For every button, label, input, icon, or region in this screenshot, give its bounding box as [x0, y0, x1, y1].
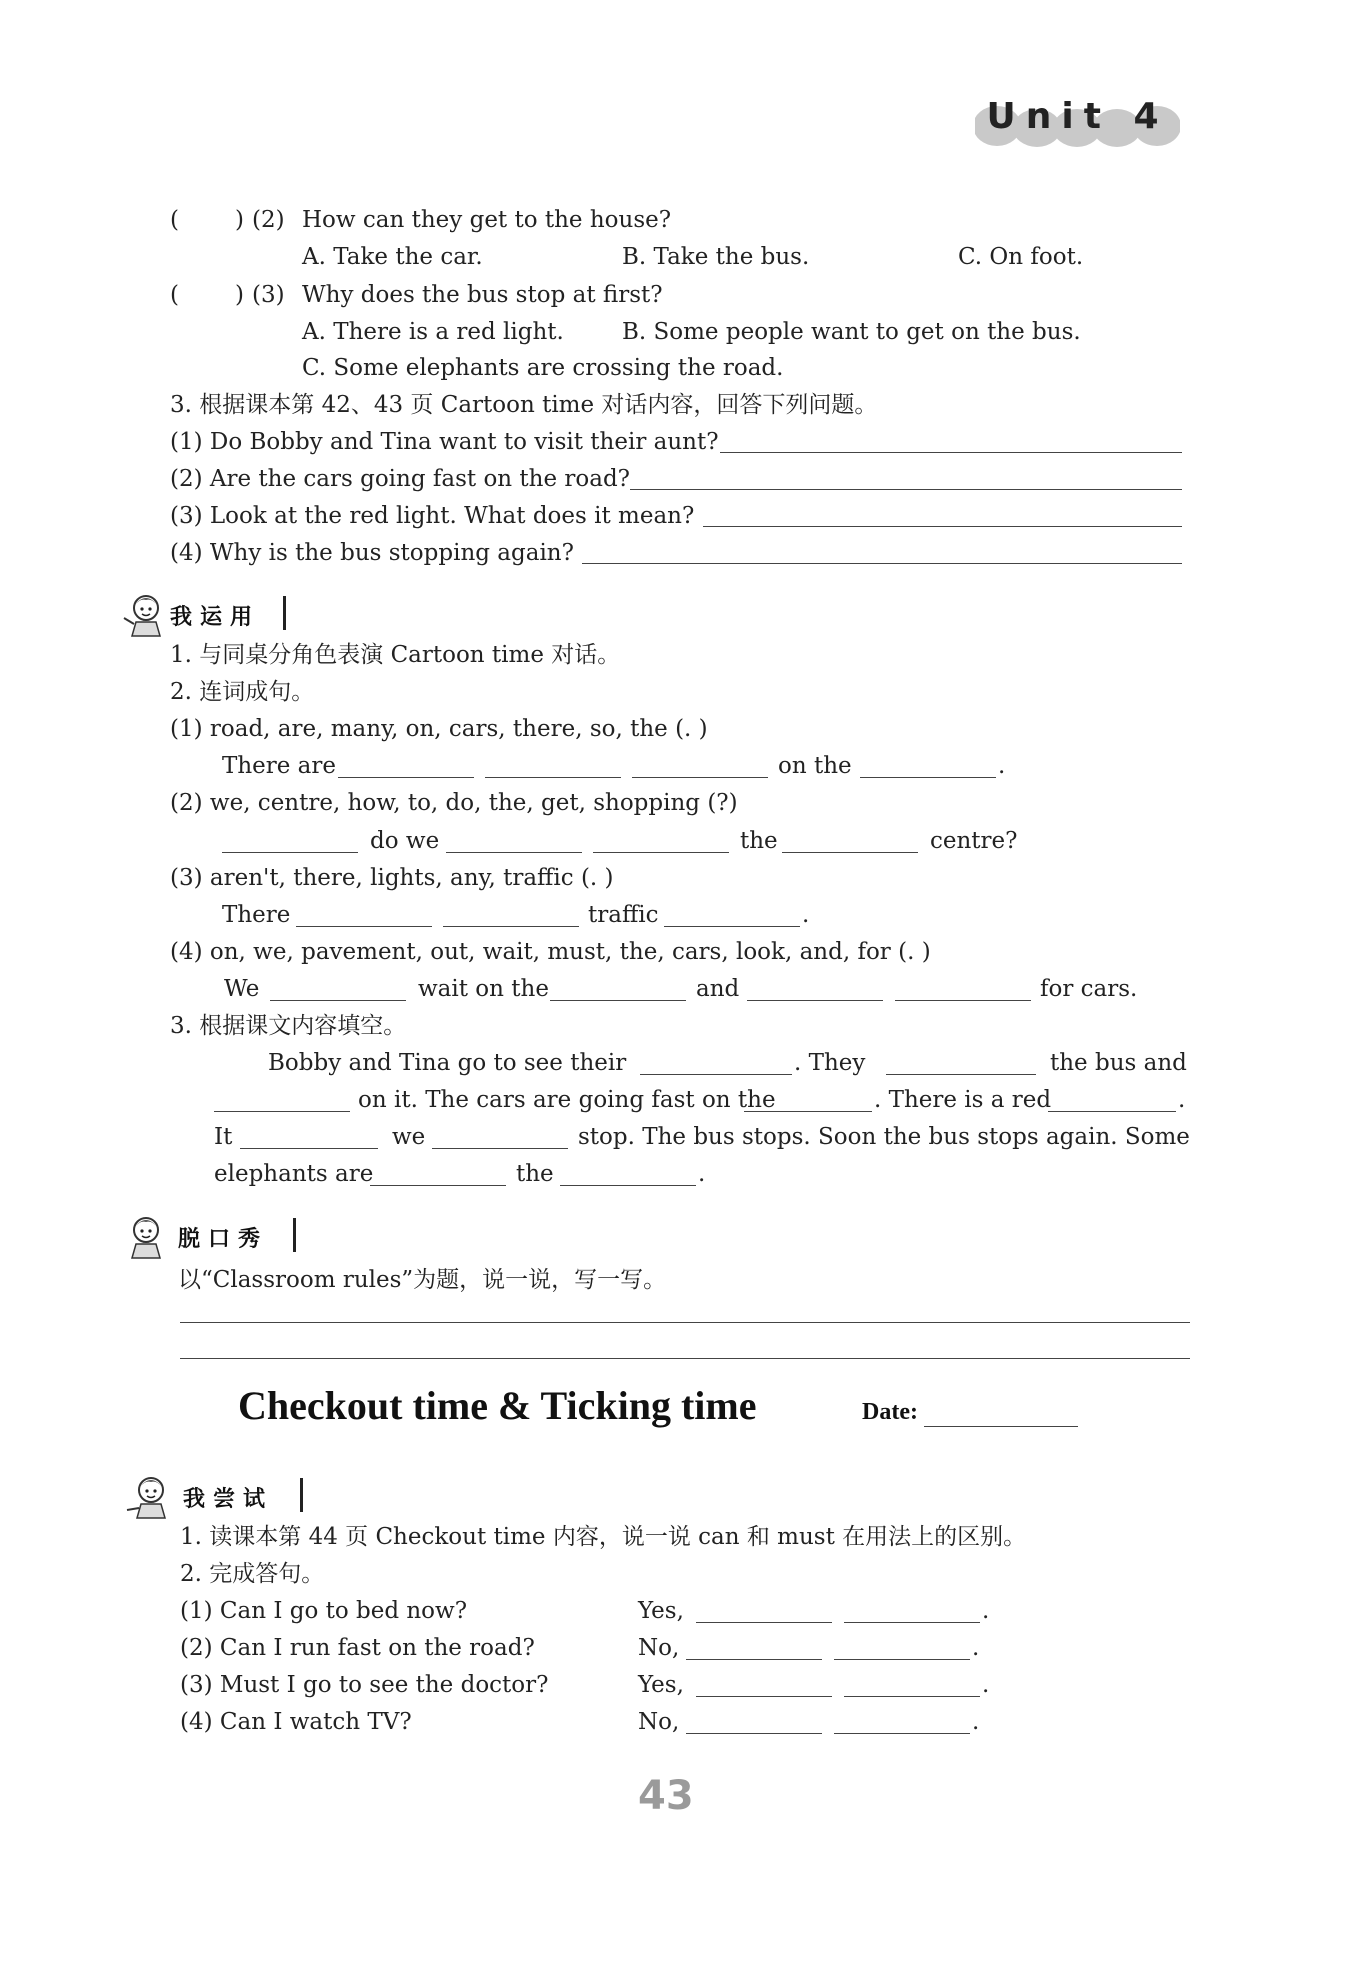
blank[interactable] — [860, 777, 996, 778]
instruction: 2. 完成答句。 — [180, 1561, 325, 1587]
page-number: 43 — [638, 1773, 694, 1819]
blank[interactable] — [485, 777, 621, 778]
answer-line[interactable] — [630, 489, 1182, 490]
blank[interactable] — [696, 1696, 832, 1697]
answer-line[interactable] — [703, 526, 1182, 527]
option-c: C. On foot. — [958, 244, 1084, 270]
question-item: (3) Look at the red light. What does it mean? — [170, 503, 695, 529]
section-title: 3. 根据课本第 42、43 页 Cartoon time 对话内容，回答下列问题。 — [170, 392, 878, 418]
page-title: Checkout time & Ticking time — [238, 1383, 757, 1428]
passage-text: It — [214, 1124, 233, 1150]
blank[interactable] — [640, 1074, 792, 1075]
passage-text: . There is a red — [874, 1087, 1052, 1113]
question-text: How can they get to the house? — [302, 207, 672, 233]
sentence-end: centre? — [930, 828, 1018, 854]
passage-text: the — [516, 1161, 554, 1187]
date-label: Date: — [862, 1399, 918, 1425]
answer-line[interactable] — [582, 563, 1182, 564]
answer-start: Yes, — [638, 1598, 684, 1624]
divider — [293, 1218, 296, 1252]
section-header-apply — [120, 588, 320, 640]
sentence-start: There are — [222, 753, 337, 779]
answer-start: No, — [638, 1635, 680, 1661]
answer-end: . — [982, 1598, 990, 1624]
blank[interactable] — [886, 1074, 1036, 1075]
sentence-text: wait on the — [418, 976, 549, 1002]
question-item: (2) Can I run fast on the road? — [180, 1635, 535, 1661]
unit-banner — [975, 98, 1180, 148]
sentence-text: on the — [778, 753, 852, 779]
blank[interactable] — [240, 1148, 378, 1149]
option-a: A. Take the car. — [302, 244, 483, 270]
option-a: A. There is a red light. — [302, 319, 564, 345]
sentence-end: . — [802, 902, 810, 928]
sentence-end: . — [998, 753, 1006, 779]
blank[interactable] — [370, 1185, 506, 1186]
passage-text: . — [698, 1161, 706, 1187]
word-list: (3) aren't, there, lights, any, traffic (. ) — [170, 865, 614, 891]
blank[interactable] — [270, 1000, 406, 1001]
blank[interactable] — [446, 852, 582, 853]
blank[interactable] — [744, 1111, 872, 1112]
passage-text: we — [392, 1124, 426, 1150]
sentence-end: for cars. — [1040, 976, 1138, 1002]
section-header-talk — [120, 1210, 320, 1262]
question-item: (1) Do Bobby and Tina want to visit their aunt? — [170, 429, 719, 455]
option-c: C. Some elephants are crossing the road. — [302, 355, 784, 381]
sentence-text: traffic — [588, 902, 659, 928]
blank[interactable] — [1048, 1111, 1176, 1112]
blank[interactable] — [296, 926, 432, 927]
blank[interactable] — [214, 1111, 350, 1112]
blank[interactable] — [844, 1696, 980, 1697]
question-item: (2) Are the cars going fast on the road? — [170, 466, 631, 492]
blank[interactable] — [834, 1733, 970, 1734]
instruction: 1. 读课本第 44 页 Checkout time 内容，说一说 can 和 must 在用法上的区别。 — [180, 1524, 1027, 1550]
passage-text: stop. The bus stops. Soon the bus stops again. Some — [578, 1124, 1190, 1150]
writing-line[interactable] — [180, 1358, 1190, 1359]
blank[interactable] — [222, 852, 358, 853]
blank[interactable] — [686, 1733, 822, 1734]
instruction: 2. 连词成句。 — [170, 679, 315, 705]
section-header-try — [125, 1470, 325, 1522]
question-item: (3) Must I go to see the doctor? — [180, 1672, 549, 1698]
unit-title: Unit 4 — [986, 96, 1169, 137]
blank[interactable] — [560, 1185, 696, 1186]
section-label: 脱口秀 — [178, 1227, 269, 1252]
sentence-start: We — [224, 976, 260, 1002]
blank[interactable] — [686, 1659, 822, 1660]
passage-text: . They — [794, 1050, 866, 1076]
question-item: (4) Can I watch TV? — [180, 1709, 412, 1735]
sentence-text: do we — [370, 828, 440, 854]
sentence-text: and — [696, 976, 740, 1002]
girl-mascot-icon — [125, 1470, 177, 1522]
option-b: B. Take the bus. — [622, 244, 810, 270]
blank[interactable] — [895, 1000, 1031, 1001]
answer-end: . — [972, 1635, 980, 1661]
blank[interactable] — [443, 926, 579, 927]
answer-line[interactable] — [720, 452, 1182, 453]
answer-paren-open: ( — [170, 282, 179, 308]
blank[interactable] — [632, 777, 768, 778]
word-list: (2) we, centre, how, to, do, the, get, shopping (?) — [170, 790, 738, 816]
answer-start: No, — [638, 1709, 680, 1735]
passage-text: elephants are — [214, 1161, 374, 1187]
blank[interactable] — [696, 1622, 832, 1623]
girl-mascot-icon — [120, 588, 172, 640]
answer-start: Yes, — [638, 1672, 684, 1698]
question-number: (2) — [252, 207, 285, 233]
blank[interactable] — [664, 926, 800, 927]
answer-paren-open: ( — [170, 207, 179, 233]
question-number: (3) — [252, 282, 285, 308]
section-label: 我尝试 — [183, 1487, 274, 1512]
blank[interactable] — [550, 1000, 686, 1001]
blank[interactable] — [834, 1659, 970, 1660]
passage-text: . — [1178, 1087, 1186, 1113]
word-list: (4) on, we, pavement, out, wait, must, the, cars, look, and, for (. ) — [170, 939, 931, 965]
answer-paren-close: ) — [235, 282, 244, 308]
answer-paren-close: ) — [235, 207, 244, 233]
divider — [300, 1478, 303, 1512]
question-text: Why does the bus stop at first? — [302, 282, 663, 308]
word-list: (1) road, are, many, on, cars, there, so, the (. ) — [170, 716, 708, 742]
passage-text: on it. The cars are going fast on the — [358, 1087, 776, 1113]
sentence-start: There — [222, 902, 291, 928]
answer-end: . — [982, 1672, 990, 1698]
blank[interactable] — [338, 777, 474, 778]
writing-line[interactable] — [180, 1322, 1190, 1323]
blank[interactable] — [844, 1622, 980, 1623]
writing-prompt: 以“Classroom rules”为题，说一说，写一写。 — [178, 1267, 667, 1293]
divider — [283, 596, 286, 630]
answer-end: . — [972, 1709, 980, 1735]
blank[interactable] — [747, 1000, 883, 1001]
blank[interactable] — [593, 852, 729, 853]
blank[interactable] — [432, 1148, 568, 1149]
question-item: (1) Can I go to bed now? — [180, 1598, 468, 1624]
question-item: (4) Why is the bus stopping again? — [170, 540, 574, 566]
girl-mascot-icon — [120, 1210, 172, 1262]
passage-text: the bus and — [1050, 1050, 1187, 1076]
instruction: 3. 根据课文内容填空。 — [170, 1013, 407, 1039]
option-b: B. Some people want to get on the bus. — [622, 319, 1081, 345]
section-label: 我运用 — [170, 605, 261, 630]
blank[interactable] — [782, 852, 918, 853]
instruction: 1. 与同桌分角色表演 Cartoon time 对话。 — [170, 642, 621, 668]
sentence-text: the — [740, 828, 778, 854]
passage-text: Bobby and Tina go to see their — [268, 1050, 627, 1076]
date-field[interactable] — [924, 1426, 1078, 1427]
